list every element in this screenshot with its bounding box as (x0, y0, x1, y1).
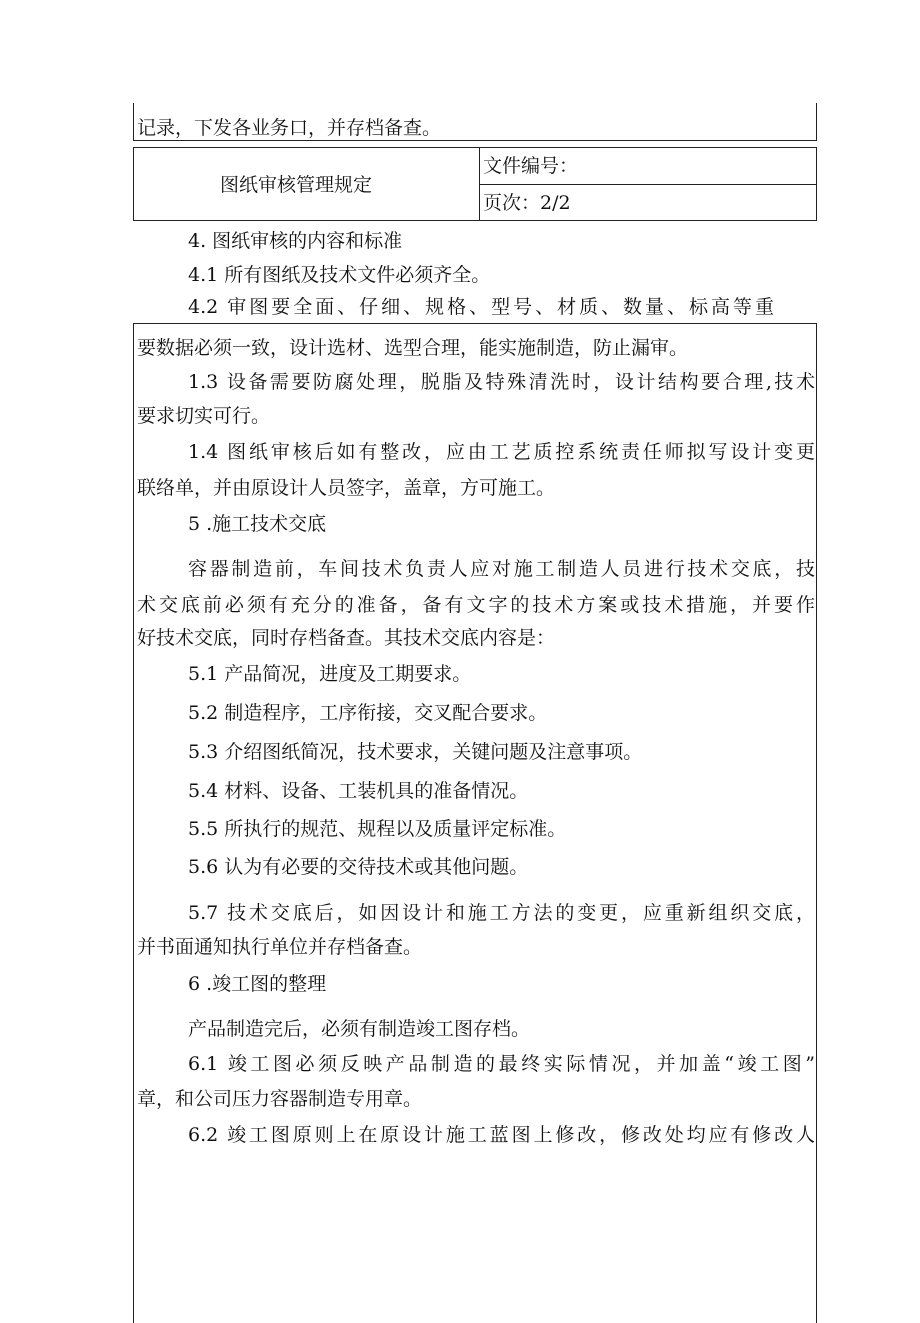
item-4-2: 4.2 审图要全面、仔细、规格、型号、材质、数量、标高等重 (188, 296, 774, 318)
paragraph-line: 产品制造完后，必须有制造竣工图存档。 (188, 1018, 531, 1040)
section-6-heading: 6 .竣工图的整理 (188, 973, 327, 995)
section-5-heading: 5 .施工技术交底 (188, 513, 327, 535)
document-title: 图纸审核管理规定 (220, 174, 373, 196)
document-header-table (133, 147, 817, 221)
section-4-heading: 4. 图纸审核的内容和标准 (188, 230, 403, 252)
item-4-1: 4.1 所有图纸及技术文件必须齐全。 (188, 264, 491, 286)
item-5-3: 5.3 介绍图纸简况，技术要求，关键问题及注意事项。 (188, 741, 643, 763)
item-5-1: 5.1 产品简况，进度及工期要求。 (188, 663, 472, 685)
top-fragment-text: 记录，下发各业务口，并存档备查。 (137, 117, 442, 139)
item-5-4: 5.4 材料、设备、工装机具的准备情况。 (188, 780, 529, 802)
paragraph-line: 并书面通知执行单位并存档备查。 (137, 936, 423, 958)
paragraph-line: 1.3 设备需要防腐处理，脱脂及特殊清洗时，设计结构要合理,技术 (188, 371, 815, 393)
page-number-label: 页次：2/2 (483, 192, 571, 214)
item-6-2: 6.2 竣工图原则上在原设计施工蓝图上修改，修改处均应有修改人 (188, 1124, 815, 1146)
item-6-1: 6.1 竣工图必须反映产品制造的最终实际情况，并加盖“竣工图” (188, 1053, 815, 1075)
paragraph-line: 好技术交底，同时存档备查。其技术交底内容是： (137, 627, 556, 649)
paragraph-line: 1.4 图纸审核后如有整改，应由工艺质控系统责任师拟写设计变更 (188, 441, 815, 463)
item-5-5: 5.5 所执行的规范、规程以及质量评定标准。 (188, 818, 567, 840)
item-5-6: 5.6 认为有必要的交待技术或其他问题。 (188, 856, 529, 878)
header-row-divider (479, 184, 816, 185)
item-5-7: 5.7 技术交底后，如因设计和施工方法的变更，应重新组织交底， (188, 902, 815, 924)
paragraph-line: 章，和公司压力容器制造专用章。 (137, 1088, 423, 1110)
paragraph-line: 联络单，并由原设计人员签字，盖章，方可施工。 (137, 477, 556, 499)
paragraph-line: 要求切实可行。 (137, 405, 271, 427)
paragraph-line: 术交底前必须有充分的准备，备有文字的技术方案或技术措施，并要作 (137, 594, 815, 616)
paragraph-line: 容器制造前，车间技术负责人应对施工制造人员进行技术交底，技 (188, 558, 815, 580)
file-number-label: 文件编号： (483, 155, 579, 177)
paragraph-line: 要数据必须一致，设计选材、选型合理，能实施制造，防止漏审。 (137, 337, 689, 359)
item-5-2: 5.2 制造程序，工序衔接，交叉配合要求。 (188, 702, 548, 724)
